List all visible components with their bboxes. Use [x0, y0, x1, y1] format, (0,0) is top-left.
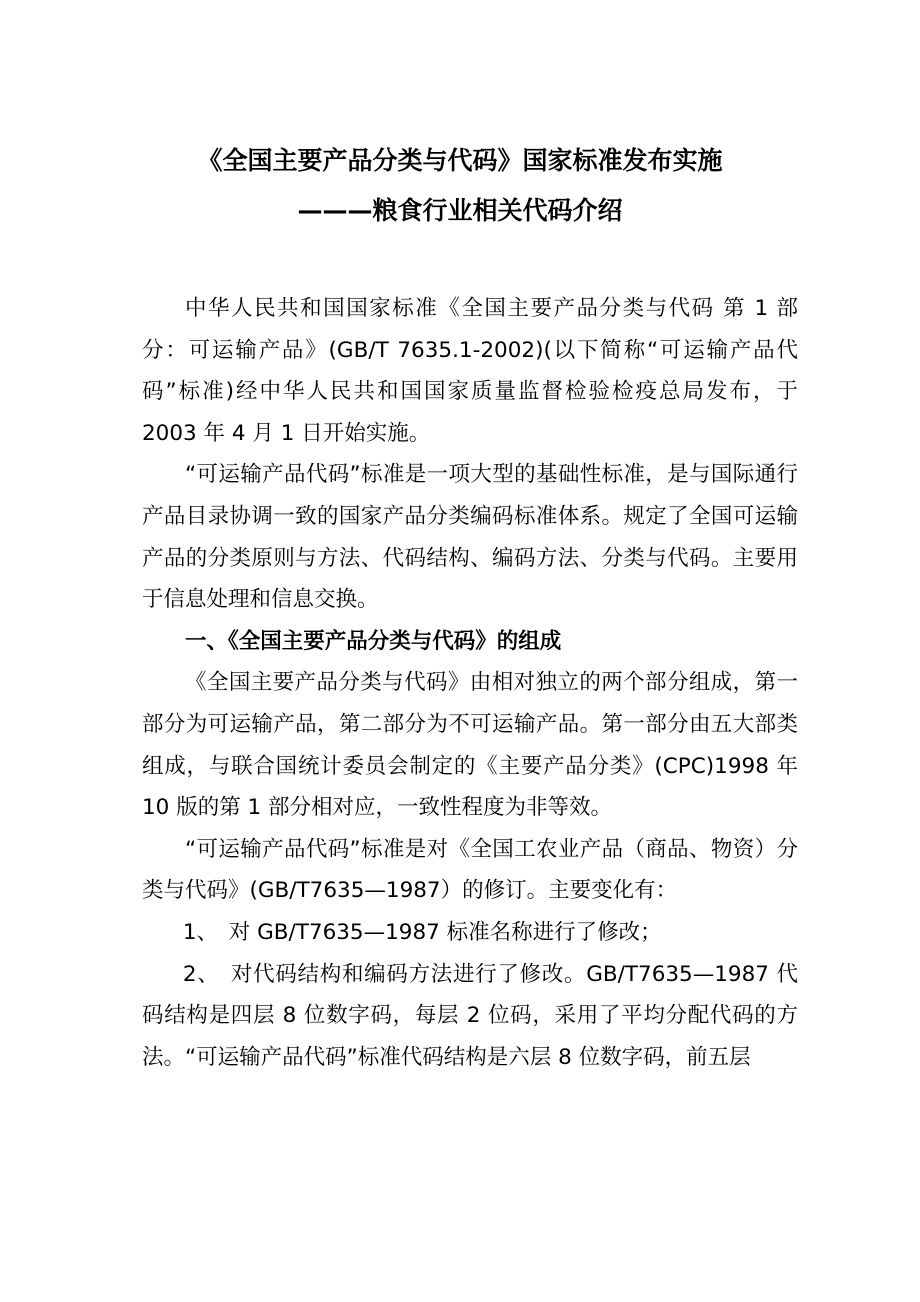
paragraph-revision: “可运输产品代码”标准是对《全国工农业产品（商品、物资）分类与代码》(GB/T7635—1987）的修订。主要变化有： — [142, 836, 798, 904]
list-item-1: 1、 对 GB/T7635—1987 标准名称进行了修改； — [182, 919, 662, 945]
paragraph-composition: 《全国主要产品分类与代码》由相对独立的两个部分组成，第一部分为可运输产品，第二部分为不可运输产品。第一部分由五大部类组成，与联合国统计委员会制定的《主要产品分类》(CPC)1998 年 10 版的第 1 部分相对应，一致性程度为非等效。 — [142, 670, 798, 821]
document-title: 《全国主要产品分类与代码》国家标准发布实施 — [197, 146, 723, 175]
list-item-2: 2、 对代码结构和编码方法进行了修改。GB/T7635—1987 代码结构是四层 8 位数字码，每层 2 位码，采用了平均分配代码的方法。“可运输产品代码”标准代码结构是六层 8 位数字码，前五层 — [142, 961, 798, 1070]
paragraph-standard-description: “可运输产品代码”标准是一项大型的基础性标准，是与国际通行产品目录协调一致的国家产品分类编码标准体系。规定了全国可运输产品的分类原则与方法、代码结构、编码方法、分类与代码。主要用于信息处理和信息交换。 — [142, 462, 798, 613]
document-body — [142, 288, 798, 1078]
paragraph-intro: 中华人民共和国国家标准《全国主要产品分类与代码 第 1 部分：可运输产品》(GB/T 7635.1-2002)(以下简称“可运输产品代码”标准)经中华人民共和国国家质量监督检验检疫总局发布，于 2003 年 4 月 1 日开始实施。 — [142, 296, 798, 446]
section-heading-composition: 一、《全国主要产品分类与代码》的组成 — [185, 628, 562, 654]
document-subtitle: ———粮食行业相关代码介绍 — [297, 196, 623, 225]
